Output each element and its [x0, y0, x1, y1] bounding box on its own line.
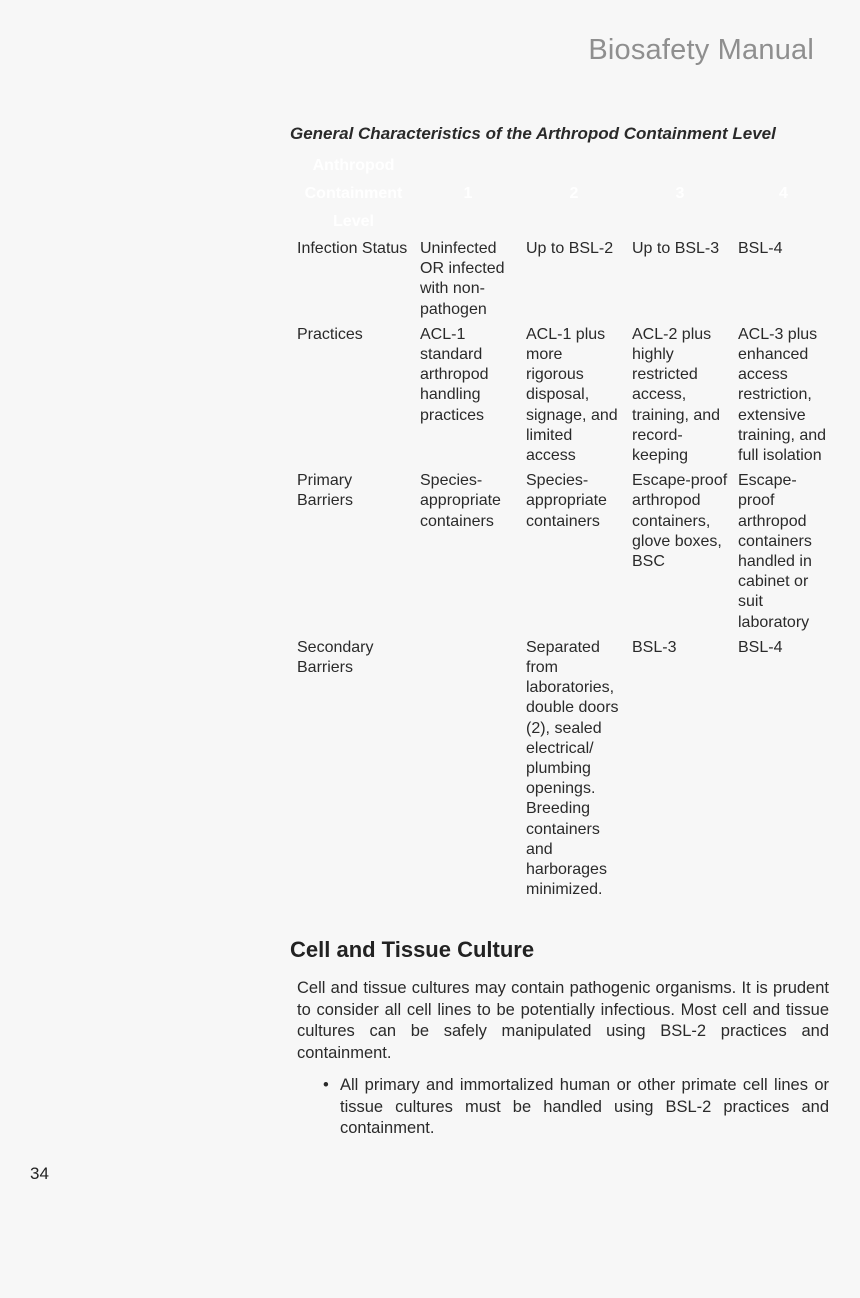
table-row	[292, 322, 834, 468]
list-item	[320, 1075, 829, 1140]
arthropod-containment-table	[292, 152, 834, 903]
column-header: 4	[779, 185, 788, 202]
table-cell: Species-appropriate containers	[420, 472, 501, 530]
table-cell: ACL-1 plus more rigorous disposal, signage, and limited access	[526, 325, 618, 465]
column-header: Anthropod Containment Level	[304, 157, 403, 230]
table-row	[292, 236, 834, 322]
table-cell: Escape-proof arthropod containers, glove boxes, BSC	[632, 472, 728, 571]
page-number: 34	[30, 1164, 49, 1183]
running-header: Biosafety Manual	[588, 34, 814, 66]
row-label: Secondary Barriers	[297, 638, 374, 677]
column-header: 3	[675, 185, 685, 202]
table-cell: ACL-3 plus enhanced access restriction, extensive training, and full isolation	[738, 325, 827, 465]
table-cell: Separated from laboratories, double doors (2), sealed electrical/ plumbing openings. Breeding containers and harborages minimized.	[526, 638, 619, 899]
table-cell: ACL-1 standard arthropod handling practices	[420, 325, 489, 424]
table-cell: BSL-4	[738, 638, 783, 656]
table-cell: ACL-2 plus highly restricted access, training, and record-keeping	[632, 325, 721, 465]
table-cell: BSL-3	[632, 638, 677, 656]
bullet-icon: •	[323, 1076, 329, 1094]
table-cell: Species-appropriate containers	[526, 472, 607, 530]
section-heading: Cell and Tissue Culture	[290, 937, 535, 962]
table-caption: General Characteristics of the Arthropod Containment Level	[290, 124, 776, 143]
table-header-row	[292, 152, 834, 236]
table-cell	[415, 635, 521, 903]
column-header: 1	[463, 185, 473, 202]
column-header: 2	[569, 185, 579, 202]
table-cell: BSL-4	[738, 240, 783, 257]
table-row	[292, 468, 834, 635]
table-cell: Escape-proof arthropod containers handled in cabinet or suit laboratory	[738, 472, 812, 631]
bullet-list	[320, 1075, 829, 1140]
list-item-text: All primary and immortalized human or other primate cell lines or tissue cultures must be handled using BSL-2 practices and containment.	[340, 1076, 829, 1137]
row-label: Infection Status	[297, 240, 408, 257]
table-cell: Up to BSL-2	[526, 240, 614, 257]
body-paragraph: Cell and tissue cultures may contain pathogenic organisms. It is prudent to consider all cell lines to be potentially infectious. Most cell and tissue cultures can be safely manipulated using BSL-2 practices and containment.	[297, 979, 829, 1062]
row-label: Practices	[297, 325, 363, 343]
table-cell: Uninfected OR infected with non-pathogen	[420, 240, 505, 318]
table-cell: Up to BSL-3	[632, 240, 720, 257]
table-row	[292, 635, 834, 903]
row-label: Primary Barriers	[297, 472, 354, 510]
